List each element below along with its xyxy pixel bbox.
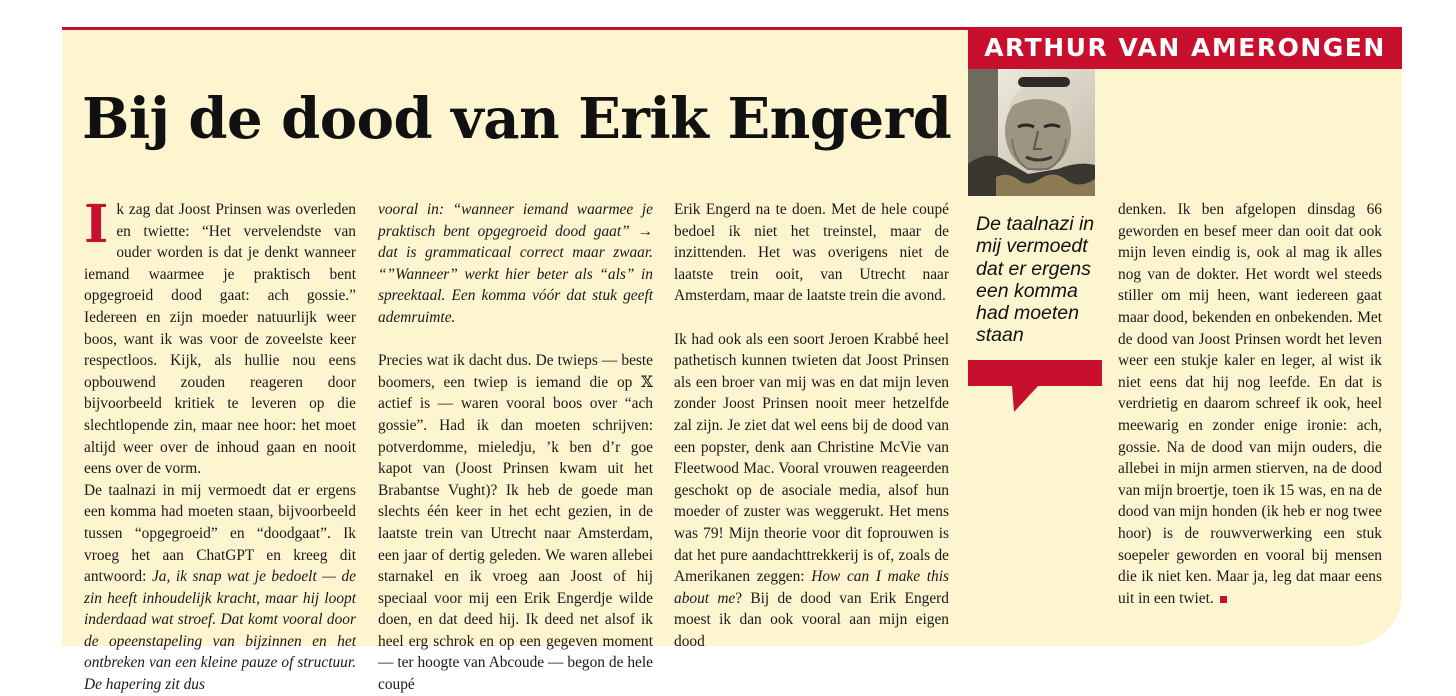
paragraph-text: denken. Ik ben afgelopen dinsdag 66 geworden en besef meer dan ooit dat ook mijn leven eindig is, ook al mag ik alles nog van de dokter. Het wordt wel steeds stiller om mij heen, want iedereen gaat maar dood, bekenden en onbekenden. Met de dood van Joost Prinsen wordt het leven weer een stukje kaler en leger, al wist ik niet eens dat hij nog leefde. En dat is verdrietig en daarom schreef ik ook, heel meewarig en zonder enige ironie: ach, gossie. Na de dood van mijn ouders, die allebei in mijn armen stierven, na de dood van mijn broertje, toen ik 15 was, en na de dood van mijn honden (ik heb er nog twee hoor) is de rouwverwerking een stuk soepeler geworden en vooral bij mensen die ik niet ken. Maar ja, leg dat maar eens uit in een twiet. <box>1118 201 1382 607</box>
paragraph-text: De taalnazi in mij vermoedt dat er ergens een komma had moeten staan, bijvoorbeeld tussen “opgegroeid” en “doodgaat”. Ik vroeg het aan ChatGPT en kreeg dit antwoord: <box>84 481 356 586</box>
chatgpt-answer-text: vooral in: “wanneer iemand waarmee je praktisch bent opgegroeid dood gaat” → dat is grammaticaal correct maar zwaar. “”Wanneer” werkt hier beter als “als” in spreektaal. Een komma vóór dat stuk geeft ademruimte. <box>378 201 653 326</box>
chatgpt-answer-text: Ja, ik snap wat je bedoelt — de zin heeft inhoudelijk kracht, maar hij loopt inderdaad wat stroef. Dat komt vooral door de opeenstapeling van bijzinnen en het ontbreken van een kleine pauze of structuur. De hapering zit dus <box>84 568 356 694</box>
paragraph-text: Erik Engerd na te doen. Met de hele coupé bedoel ik niet het treinstel, maar de inzittenden. Het was overigens niet de laatste trein ooit, van Utrecht naar Amsterdam, maar de laatste trein die avond. <box>674 201 949 305</box>
drop-cap: I <box>84 194 109 255</box>
end-mark-icon <box>1220 596 1227 603</box>
article-column-4 <box>1118 199 1382 609</box>
speech-bubble-icon <box>968 360 1102 412</box>
article-column-3 <box>674 199 949 652</box>
author-photo <box>968 69 1095 196</box>
quote-text: How can I make this about me <box>674 568 949 607</box>
article-headline: Bij de dood van Erik Engerd <box>82 86 952 152</box>
top-rule <box>62 27 968 30</box>
article-column-1 <box>84 194 356 696</box>
paragraph-text: Ik had ook als een soort Jeroen Krabbé heel pathetisch kunnen twieten dat Joost Prinsen als een broer van mij was en dat mijn leven zonder Joost Prinsen nooit meer hetzelfde zal zijn. Je ziet dat wel eens bij de dood van een popster, denk aan Christine McVie van Fleetwood Mac. Vooral vrouwen reageerden geschokt op de asociale media, alsof hun moeder of zuster was weggerukt. Het mens was 79! Mijn theorie voor dit foprouwen is dat het pure aandachttrekkerij is of, zoals de Amerikanen zeggen: <box>674 330 949 586</box>
pull-quote: De taalnazi in mij vermoedt dat er ergens een komma had moeten staan <box>976 213 1095 347</box>
author-byline: ARTHUR VAN AMERONGEN <box>968 27 1402 69</box>
paragraph-text: Precies wat ik dacht dus. De twieps — beste boomers, een twiep is iemand die op 𝕏 actief is — waren vooral boos over “ach gossie”. Had ik dan moeten schrijven: potverdomme, mieledju, ’k ben d’r goe kapot van (Joost Prinsen kwam uit het Brabantse Vught)? Ik heb de goede man slechts één keer in het echt gezien, in de laatste trein van Utrecht naar Amsterdam, een jaar of dertig geleden. We waren allebei starnakel en ik vroeg aan Joost of hij speciaal voor mij een Erik Engerdje wilde doen, en dat deed hij. Ik deed net alsof ik heel erg schrok en op een gegeven moment — ter hoogte van Abcoude — begon de hele coupé <box>378 352 653 694</box>
article-column-2 <box>378 199 653 696</box>
paragraph-text: k zag dat Joost Prinsen was overleden en twiette: “Het vervelendste van ouder worden is dat je denkt wanneer iemand waarmee je praktisch bent opgegroeid dood gaat: ach gossie.” Iedereen en zijn moeder natuurlijk weer boos, want ik was voor de zoveelste keer respectloos. Kijk, als hullie nou eens opbouwend zouden reageren door bijvoorbeeld kritiek te leveren op die slechtlopende zin, maar nee hoor: het moet altijd weer over de inhoud gaan en nooit eens over de vorm. <box>84 201 356 478</box>
paragraph-text: ? Bij de dood van Erik Engerd moest ik dan ook vooral aan mijn eigen dood <box>674 589 949 650</box>
